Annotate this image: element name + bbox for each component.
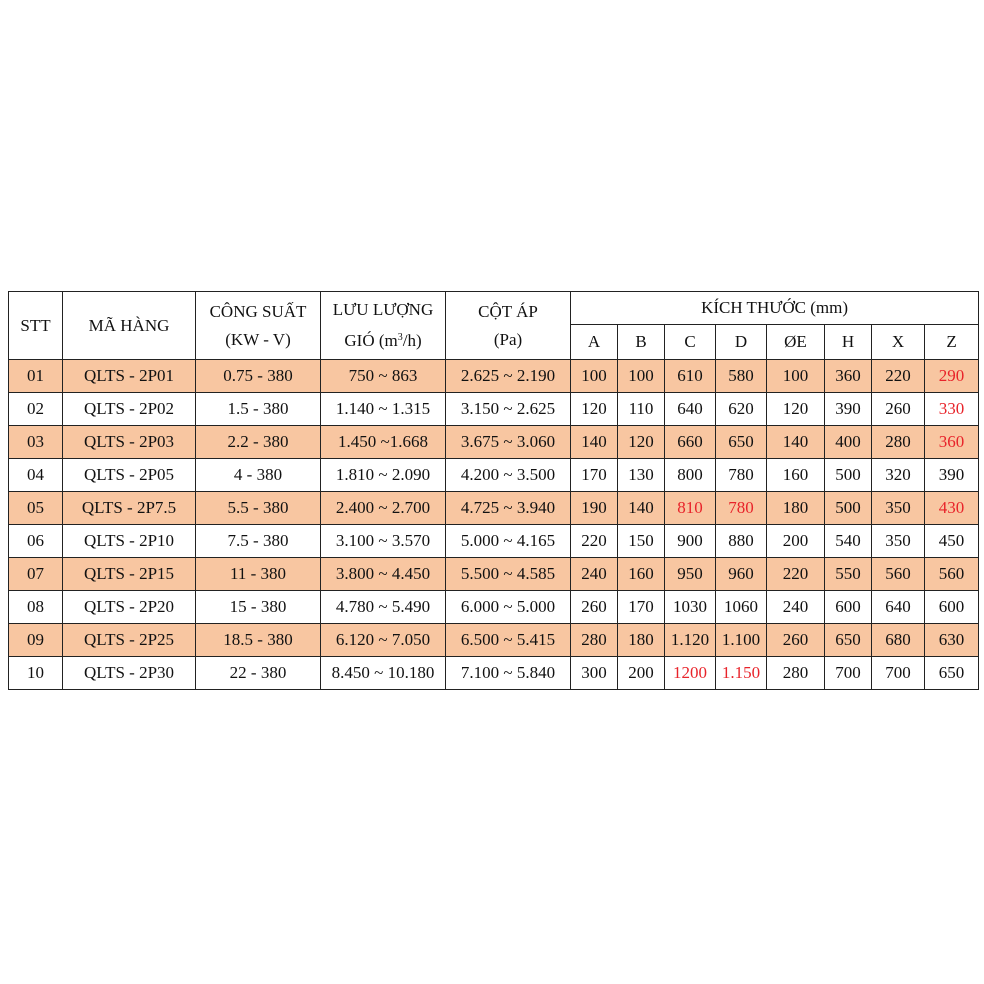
- cell-cong-suat: 0.75 - 380: [196, 360, 321, 393]
- header-dim-e: ØE: [767, 325, 825, 360]
- cell-ma-hang: QLTS - 2P10: [63, 525, 196, 558]
- cell-cong-suat: 2.2 - 380: [196, 426, 321, 459]
- cell-dim-e: 200: [767, 525, 825, 558]
- cell-ma-hang: QLTS - 2P03: [63, 426, 196, 459]
- cell-dim-d: 780: [716, 492, 767, 525]
- cell-dim-e: 160: [767, 459, 825, 492]
- cell-luu-luong: 2.400 ~ 2.700: [321, 492, 446, 525]
- cell-luu-luong: 4.780 ~ 5.490: [321, 591, 446, 624]
- cell-stt: 04: [9, 459, 63, 492]
- cell-cong-suat: 7.5 - 380: [196, 525, 321, 558]
- cell-cot-ap: 3.675 ~ 3.060: [446, 426, 571, 459]
- cell-dim-a: 120: [571, 393, 618, 426]
- cell-dim-c: 900: [665, 525, 716, 558]
- cell-dim-b: 120: [618, 426, 665, 459]
- cell-dim-b: 130: [618, 459, 665, 492]
- cell-dim-b: 100: [618, 360, 665, 393]
- header-luu-luong-superscript: 3: [397, 332, 403, 343]
- cell-luu-luong: 3.100 ~ 3.570: [321, 525, 446, 558]
- header-luu-luong-line2: [321, 324, 445, 355]
- table-row: [9, 525, 979, 558]
- cell-ma-hang: QLTS - 2P05: [63, 459, 196, 492]
- cell-dim-c: 610: [665, 360, 716, 393]
- cell-dim-a: 190: [571, 492, 618, 525]
- cell-stt: 03: [9, 426, 63, 459]
- cell-dim-h: 390: [825, 393, 872, 426]
- cell-dim-e: 120: [767, 393, 825, 426]
- table-header: [9, 292, 979, 360]
- cell-dim-d: 620: [716, 393, 767, 426]
- header-luu-luong-line2-pre: GIÓ (m: [344, 331, 398, 350]
- header-luu-luong-line2-post: /h): [402, 331, 422, 350]
- cell-dim-b: 140: [618, 492, 665, 525]
- cell-dim-e: 100: [767, 360, 825, 393]
- cell-cong-suat: 15 - 380: [196, 591, 321, 624]
- cell-dim-h: 700: [825, 657, 872, 690]
- cell-dim-h: 500: [825, 459, 872, 492]
- cell-dim-z: 450: [925, 525, 979, 558]
- cell-stt: 09: [9, 624, 63, 657]
- cell-stt: 08: [9, 591, 63, 624]
- cell-luu-luong: 1.450 ~1.668: [321, 426, 446, 459]
- cell-dim-e: 180: [767, 492, 825, 525]
- cell-cot-ap: 6.000 ~ 5.000: [446, 591, 571, 624]
- cell-dim-c: 640: [665, 393, 716, 426]
- cell-luu-luong: 1.140 ~ 1.315: [321, 393, 446, 426]
- cell-dim-a: 280: [571, 624, 618, 657]
- cell-dim-z: 430: [925, 492, 979, 525]
- cell-dim-c: 950: [665, 558, 716, 591]
- cell-cot-ap: 3.150 ~ 2.625: [446, 393, 571, 426]
- cell-stt: 05: [9, 492, 63, 525]
- cell-dim-h: 600: [825, 591, 872, 624]
- cell-dim-x: 560: [872, 558, 925, 591]
- cell-dim-b: 110: [618, 393, 665, 426]
- header-luu-luong-line1: LƯU LƯỢNG: [332, 300, 434, 319]
- cell-dim-x: 680: [872, 624, 925, 657]
- cell-ma-hang: QLTS - 2P01: [63, 360, 196, 393]
- cell-dim-x: 220: [872, 360, 925, 393]
- cell-dim-h: 540: [825, 525, 872, 558]
- cell-dim-c: 1.120: [665, 624, 716, 657]
- header-kich-thuoc: KÍCH THƯỚC (mm): [571, 292, 979, 325]
- cell-dim-d: 880: [716, 525, 767, 558]
- table-row: [9, 558, 979, 591]
- cell-cong-suat: 11 - 380: [196, 558, 321, 591]
- header-dim-a: A: [571, 325, 618, 360]
- cell-ma-hang: QLTS - 2P7.5: [63, 492, 196, 525]
- cell-stt: 01: [9, 360, 63, 393]
- cell-dim-x: 320: [872, 459, 925, 492]
- cell-cong-suat: 4 - 380: [196, 459, 321, 492]
- cell-dim-d: 1.100: [716, 624, 767, 657]
- cell-dim-a: 240: [571, 558, 618, 591]
- cell-ma-hang: QLTS - 2P20: [63, 591, 196, 624]
- header-stt: STT: [9, 292, 63, 360]
- cell-ma-hang: QLTS - 2P15: [63, 558, 196, 591]
- cell-dim-c: 800: [665, 459, 716, 492]
- cell-luu-luong: 8.450 ~ 10.180: [321, 657, 446, 690]
- cell-dim-x: 700: [872, 657, 925, 690]
- cell-dim-b: 170: [618, 591, 665, 624]
- table-row: [9, 459, 979, 492]
- cell-dim-x: 350: [872, 492, 925, 525]
- cell-dim-b: 150: [618, 525, 665, 558]
- cell-dim-b: 160: [618, 558, 665, 591]
- table-row: [9, 360, 979, 393]
- header-cong-suat: [196, 292, 321, 360]
- cell-dim-x: 280: [872, 426, 925, 459]
- cell-cong-suat: 1.5 - 380: [196, 393, 321, 426]
- header-cong-suat-line1: CÔNG SUẤT: [209, 301, 307, 321]
- cell-dim-x: 260: [872, 393, 925, 426]
- table-body: [9, 360, 979, 690]
- cell-cot-ap: 6.500 ~ 5.415: [446, 624, 571, 657]
- cell-dim-c: 660: [665, 426, 716, 459]
- header-cot-ap-line2: (Pa): [493, 329, 523, 349]
- header-dim-c: C: [665, 325, 716, 360]
- cell-dim-e: 260: [767, 624, 825, 657]
- table-row: [9, 426, 979, 459]
- cell-dim-a: 220: [571, 525, 618, 558]
- cell-dim-d: 780: [716, 459, 767, 492]
- cell-dim-a: 140: [571, 426, 618, 459]
- cell-dim-e: 240: [767, 591, 825, 624]
- header-luu-luong: [321, 292, 446, 360]
- cell-dim-e: 280: [767, 657, 825, 690]
- cell-ma-hang: QLTS - 2P25: [63, 624, 196, 657]
- cell-dim-h: 360: [825, 360, 872, 393]
- cell-cong-suat: 18.5 - 380: [196, 624, 321, 657]
- cell-dim-z: 290: [925, 360, 979, 393]
- cell-cot-ap: 7.100 ~ 5.840: [446, 657, 571, 690]
- cell-dim-c: 810: [665, 492, 716, 525]
- cell-stt: 10: [9, 657, 63, 690]
- cell-dim-a: 260: [571, 591, 618, 624]
- cell-luu-luong: 750 ~ 863: [321, 360, 446, 393]
- cell-dim-d: 960: [716, 558, 767, 591]
- table-row: [9, 624, 979, 657]
- spec-table: [8, 291, 979, 690]
- table-row: [9, 393, 979, 426]
- cell-dim-z: 360: [925, 426, 979, 459]
- header-dim-h: H: [825, 325, 872, 360]
- cell-stt: 06: [9, 525, 63, 558]
- cell-luu-luong: 1.810 ~ 2.090: [321, 459, 446, 492]
- cell-stt: 07: [9, 558, 63, 591]
- cell-dim-d: 580: [716, 360, 767, 393]
- cell-ma-hang: QLTS - 2P02: [63, 393, 196, 426]
- cell-cot-ap: 5.000 ~ 4.165: [446, 525, 571, 558]
- header-ma-hang: MÃ HÀNG: [63, 292, 196, 360]
- cell-dim-d: 650: [716, 426, 767, 459]
- cell-dim-z: 560: [925, 558, 979, 591]
- cell-dim-a: 170: [571, 459, 618, 492]
- table-row: [9, 657, 979, 690]
- cell-dim-a: 100: [571, 360, 618, 393]
- cell-dim-z: 330: [925, 393, 979, 426]
- cell-ma-hang: QLTS - 2P30: [63, 657, 196, 690]
- table-row: [9, 492, 979, 525]
- header-cong-suat-line2: (KW - V): [225, 329, 291, 349]
- header-cot-ap-line1: CỘT ÁP: [478, 301, 538, 321]
- cell-dim-z: 630: [925, 624, 979, 657]
- cell-stt: 02: [9, 393, 63, 426]
- cell-dim-z: 600: [925, 591, 979, 624]
- cell-dim-d: 1.150: [716, 657, 767, 690]
- cell-dim-d: 1060: [716, 591, 767, 624]
- cell-dim-z: 390: [925, 459, 979, 492]
- cell-dim-h: 550: [825, 558, 872, 591]
- cell-dim-b: 200: [618, 657, 665, 690]
- cell-dim-h: 650: [825, 624, 872, 657]
- cell-dim-a: 300: [571, 657, 618, 690]
- header-dim-z: Z: [925, 325, 979, 360]
- cell-dim-e: 140: [767, 426, 825, 459]
- cell-luu-luong: 3.800 ~ 4.450: [321, 558, 446, 591]
- cell-dim-b: 180: [618, 624, 665, 657]
- cell-dim-x: 640: [872, 591, 925, 624]
- cell-cong-suat: 22 - 380: [196, 657, 321, 690]
- header-dim-x: X: [872, 325, 925, 360]
- cell-cot-ap: 5.500 ~ 4.585: [446, 558, 571, 591]
- header-cot-ap: [446, 292, 571, 360]
- table-row: [9, 591, 979, 624]
- header-dim-d: D: [716, 325, 767, 360]
- cell-cot-ap: 2.625 ~ 2.190: [446, 360, 571, 393]
- cell-cot-ap: 4.200 ~ 3.500: [446, 459, 571, 492]
- cell-cot-ap: 4.725 ~ 3.940: [446, 492, 571, 525]
- cell-cong-suat: 5.5 - 380: [196, 492, 321, 525]
- cell-dim-c: 1030: [665, 591, 716, 624]
- cell-dim-c: 1200: [665, 657, 716, 690]
- cell-dim-e: 220: [767, 558, 825, 591]
- cell-dim-x: 350: [872, 525, 925, 558]
- header-dim-b: B: [618, 325, 665, 360]
- cell-dim-h: 500: [825, 492, 872, 525]
- cell-luu-luong: 6.120 ~ 7.050: [321, 624, 446, 657]
- cell-dim-h: 400: [825, 426, 872, 459]
- cell-dim-z: 650: [925, 657, 979, 690]
